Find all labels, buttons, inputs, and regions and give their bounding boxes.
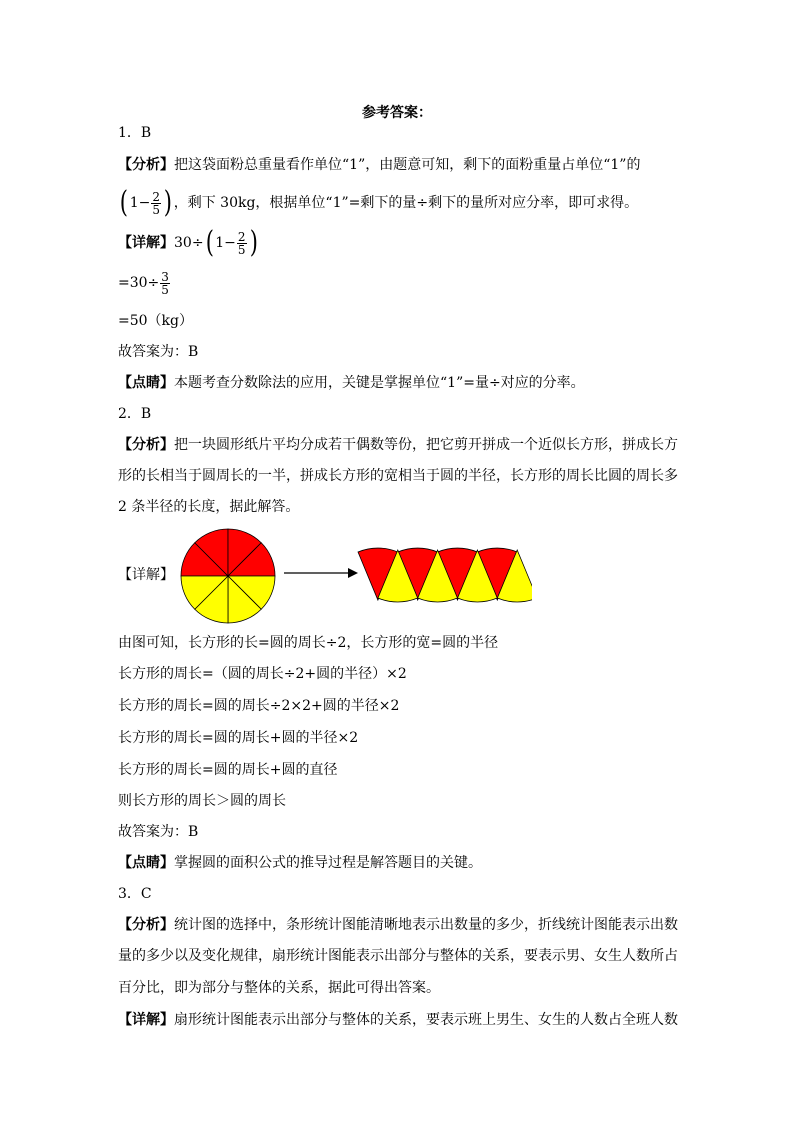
q1-step2: =30÷ $\frac{3}{5}$ <box>118 269 169 297</box>
q2-line-5: 长方形的周长=圆的周长+圆的直径 <box>118 762 338 778</box>
q2-line-6: 则长方形的周长＞圆的周长 <box>118 793 286 809</box>
q2-line-2: 长方形的周长=（圆的周长÷2+圆的半径）×2 <box>118 666 407 682</box>
q2-line-3: 长方形的周长=圆的周长÷2×2+圆的半径×2 <box>118 698 400 714</box>
q2-analysis: 【分析】把一块圆形纸片平均分成若干偶数等份，把它剪开拼成一个近似长方形，拼成长方 <box>118 437 678 453</box>
circle-diagram <box>178 526 278 626</box>
q1-detail-fraction: $\frac{2}{5}$ <box>237 229 246 257</box>
page-title: 参考答案： <box>362 105 432 121</box>
q1-analysis-label: 【分析】 <box>118 157 174 173</box>
q3-analysis-line2: 量的多少以及变化规律，扇形统计图能表示出部分与整体的关系，要表示男、女生人数所占 <box>118 948 678 964</box>
q2-comment: 【点睛】掌握圆的面积公式的推导过程是解答题目的关键。 <box>118 855 482 871</box>
q1-analysis-fraction: $\frac{2}{5}$ <box>152 189 160 217</box>
q1-detail-label: 【详解】 <box>118 235 174 251</box>
q1-step2-fraction: $\frac{3}{5}$ <box>161 269 169 297</box>
q2-detail-label: 【详解】 <box>118 567 174 583</box>
q3-number: 3．C <box>118 886 152 902</box>
q2-line-1: 由图可知，长方形的长=圆的周长÷2，长方形的宽=圆的半径 <box>118 635 499 651</box>
q1-analysis <box>118 156 640 174</box>
q1-answer: 故答案为：B <box>118 344 199 360</box>
q1-step3: =50（kg） <box>118 313 193 329</box>
q3-detail: 【详解】扇形统计图能表示出部分与整体的关系，要表示班上男生、女生的人数占全班人数 <box>118 1012 678 1028</box>
arrow-icon <box>282 563 362 583</box>
q2-answer: 故答案为：B <box>118 824 199 840</box>
q3-analysis-line3: 百分比，即为部分与整体的关系，据此可得出答案。 <box>118 980 440 996</box>
q1-analysis-line2: ( 1− $\frac{2}{5}$ ) ，剩下 30kg，根据单位“1”=剩下的量÷剩下的量所对应分率，即可求得。 <box>119 185 639 220</box>
q1-detail: 【详解】30÷( 1− $\frac{2}{5}$ ) <box>118 225 258 260</box>
q1-analysis-line1: 把这袋面粉总重量看作单位“1”，由题意可知，剩下的面粉重量占单位“1”的 <box>174 157 641 173</box>
q2-number: 2．B <box>118 406 152 422</box>
q2-line-4: 长方形的周长=圆的周长+圆的半径×2 <box>118 730 359 746</box>
rearranged-rectangle-diagram <box>352 544 532 604</box>
q1-comment: 【点睛】本题考查分数除法的应用，关键是掌握单位“1”=量÷对应的分率。 <box>118 375 585 391</box>
q2-analysis-line3: 2 条半径的长度，据此解答。 <box>118 499 300 515</box>
q2-analysis-line2: 形的长相当于圆周长的一半，拼成长方形的宽相当于圆的半径，长方形的周长比圆的周长多 <box>118 468 678 484</box>
q1-number: 1．B <box>118 125 152 141</box>
q3-analysis: 【分析】统计图的选择中，条形统计图能清晰地表示出数量的多少，折线统计图能表示出数 <box>118 917 678 933</box>
